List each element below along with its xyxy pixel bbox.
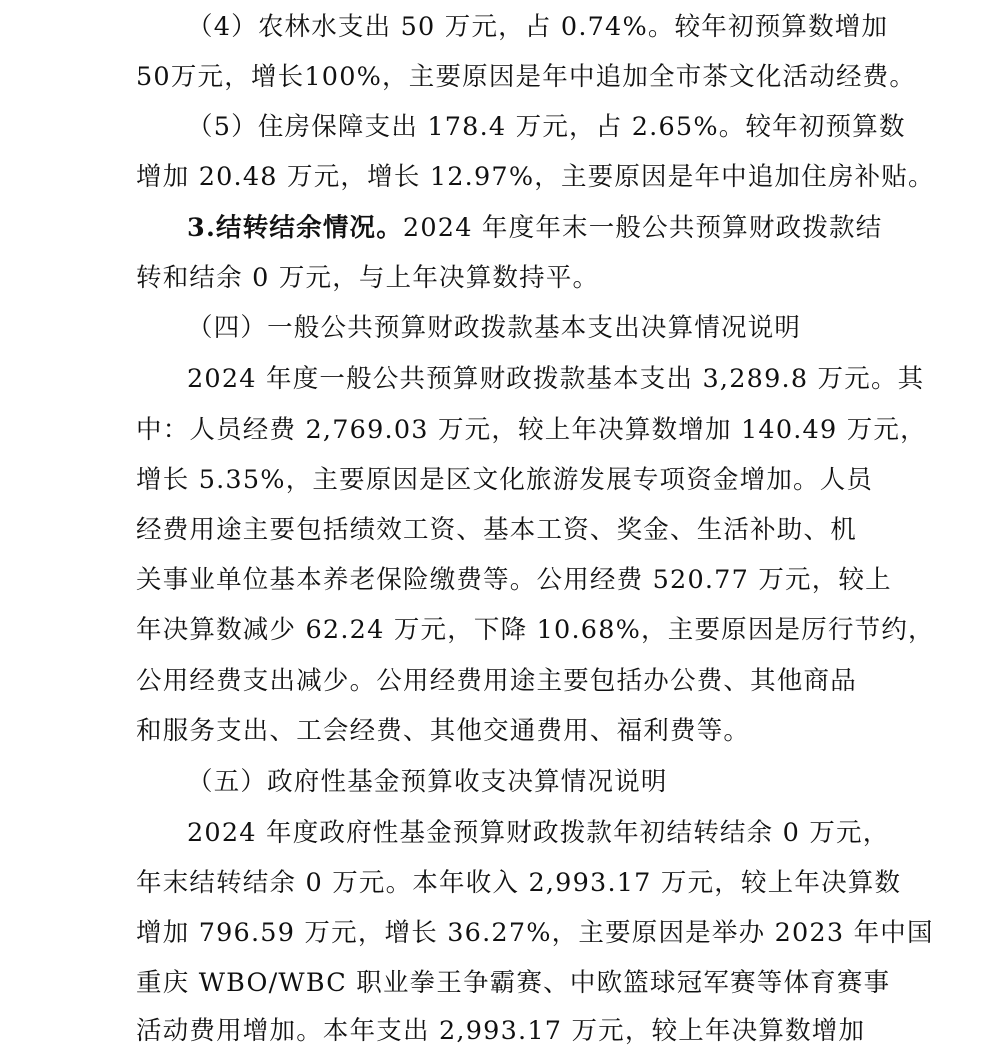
carryover-paragraph-line [0,203,1000,253]
paragraph-line: 2024 年度政府性基金预算财政拨款年初结转结余 0 万元， [187,818,890,848]
paragraph-line: 转和结余 0 万元，与上年决算数持平。 [136,263,600,293]
paragraph-line: 重庆 WBO/WBC 职业拳王争霸赛、中欧篮球冠军赛等体育赛事 [136,968,891,998]
paragraph-line: 经费用途主要包括绩效工资、基本工资、奖金、生活补助、机 [136,515,857,545]
paragraph-line: 增加 796.59 万元，增长 36.27%，主要原因是举办 2023 年中国 [136,918,934,948]
carryover-text: 2024 年度年末一般公共预算财政拨款结 [402,213,883,243]
section-heading-four: （四）一般公共预算财政拨款基本支出决算情况说明 [187,313,802,343]
paragraph-line: 和服务支出、工会经费、其他交通费用、福利费等。 [136,716,751,746]
paragraph-line: 增长 5.35%，主要原因是区文化旅游发展专项资金增加。人员 [136,465,874,495]
paragraph-line: 2024 年度一般公共预算财政拨款基本支出 3,289.8 万元。其 [187,364,925,394]
carryover-heading: 3.结转结余情况。 [187,213,403,243]
paragraph-line: （4）农林水支出 50 万元，占 0.74%。较年初预算数增加 [187,12,889,42]
paragraph-line: （5）住房保障支出 178.4 万元，占 2.65%。较年初预算数 [187,112,906,142]
paragraph-line: 关事业单位基本养老保险缴费等。公用经费 520.77 万元，较上 [136,565,892,595]
paragraph-line: 增加 20.48 万元，增长 12.97%，主要原因是年中追加住房补贴。 [136,162,935,192]
paragraph-line: 50万元，增长100%，主要原因是年中追加全市茶文化活动经费。 [136,62,917,92]
paragraph-line: 中：人员经费 2,769.03 万元，较上年决算数增加 140.49 万元， [136,415,927,445]
paragraph-line: 年决算数减少 62.24 万元，下降 10.68%，主要原因是厉行节约， [136,615,935,645]
paragraph-line: 活动费用增加。本年支出 2,993.17 万元，较上年决算数增加 [136,1016,866,1046]
paragraph-line: 年末结转结余 0 万元。本年收入 2,993.17 万元，较上年决算数 [136,868,902,898]
section-heading-five: （五）政府性基金预算收支决算情况说明 [187,767,668,797]
paragraph-line: 公用经费支出减少。公用经费用途主要包括办公费、其他商品 [136,666,857,696]
